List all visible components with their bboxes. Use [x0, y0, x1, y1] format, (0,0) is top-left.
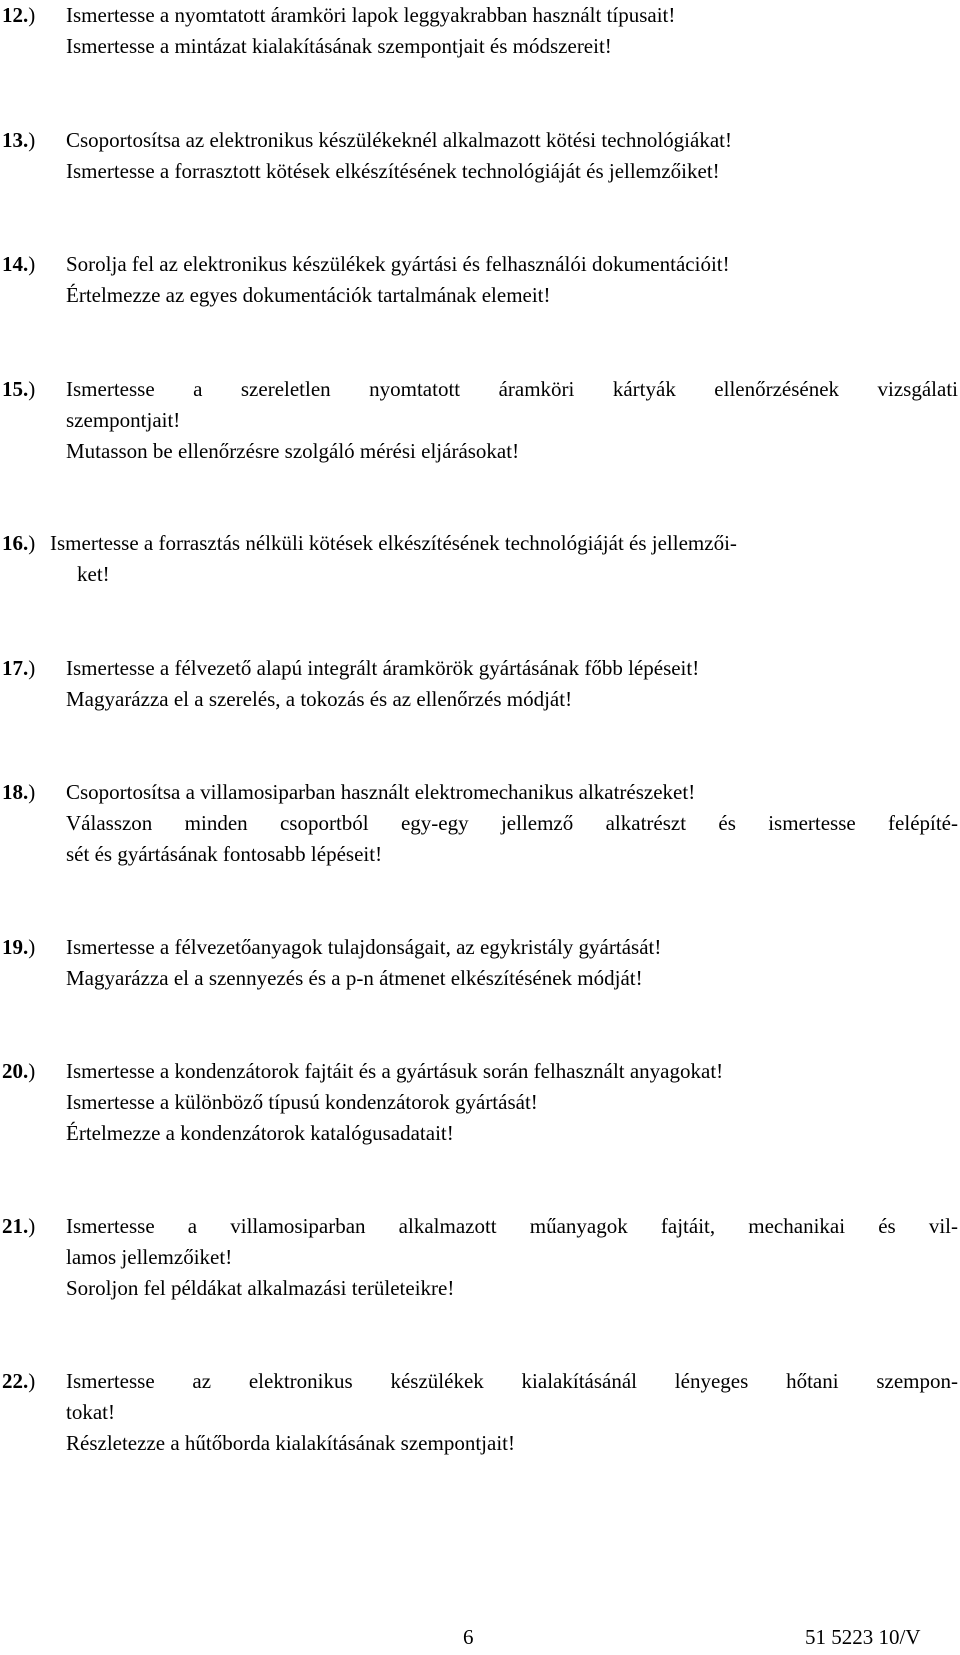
- question-text-line: Ismertesse a félvezetőanyagok tulajdonságait, az egykristály gyártását!: [66, 935, 662, 959]
- question-text-line: lamos jellemzőiket!: [66, 1245, 233, 1269]
- question-number: 21.): [2, 1214, 36, 1238]
- question-number: 22.): [2, 1369, 36, 1393]
- question-text-line: Válasszon minden csoportból egy-egy jellemző alkatrészt és ismertesse felépíté-: [66, 811, 958, 835]
- question-number: 15.): [2, 377, 36, 401]
- question-text-line: ket!: [77, 562, 110, 586]
- question-text-line: Ismertesse a nyomtatott áramköri lapok leggyakrabban használt típusait!: [66, 3, 676, 27]
- question-text-line: Ismertesse a különböző típusú kondenzátorok gyártását!: [66, 1090, 538, 1114]
- question-text-line: Ismertesse a kondenzátorok fajtáit és a gyártásuk során felhasznált anyagokat!: [66, 1059, 724, 1083]
- question-number: 17.): [2, 656, 36, 680]
- question-text-line: szempontjait!: [66, 408, 181, 432]
- question-text-line: tokat!: [66, 1400, 115, 1424]
- question-text-line: Ismertesse a forrasztott kötések elkészítésének technológiáját és jellemzőiket!: [66, 159, 720, 183]
- question-text-line: Értelmezze az egyes dokumentációk tartalmának elemeit!: [66, 283, 551, 307]
- question-text-line: Ismertesse a félvezető alapú integrált áramkörök gyártásának főbb lépéseit!: [66, 656, 700, 680]
- question-number: 12.): [2, 3, 36, 27]
- question-number: 16.): [2, 531, 36, 555]
- question-text-line: Ismertesse a szereletlen nyomtatott áramköri kártyák ellenőrzésének vizsgálati: [66, 377, 958, 401]
- question-text-line: Mutasson be ellenőrzésre szolgáló mérési eljárásokat!: [66, 439, 520, 463]
- question-text-line: Magyarázza el a szerelés, a tokozás és az ellenőrzés módját!: [66, 687, 573, 711]
- question-text-line: Ismertesse az elektronikus készülékek kialakításánál lényeges hőtani szempon-: [66, 1369, 958, 1393]
- question-text-line: Ismertesse a mintázat kialakításának szempontjait és módszereit!: [66, 34, 612, 58]
- question-number: 19.): [2, 935, 36, 959]
- question-text-line: Magyarázza el a szennyezés és a p-n átmenet elkészítésének módját!: [66, 966, 643, 990]
- question-text-line: Részletezze a hűtőborda kialakításának szempontjait!: [66, 1431, 515, 1455]
- question-text-line: Csoportosítsa az elektronikus készülékeknél alkalmazott kötési technológiákat!: [66, 128, 732, 152]
- question-text-line: Soroljon fel példákat alkalmazási területeikre!: [66, 1276, 455, 1300]
- question-number: 13.): [2, 128, 36, 152]
- question-text-line: Ismertesse a villamosiparban alkalmazott műanyagok fajtáit, mechanikai és vil-: [66, 1214, 958, 1238]
- question-text-line: Csoportosítsa a villamosiparban használt elektromechanikus alkatrészeket!: [66, 780, 696, 804]
- footer-page-number: 6: [463, 1625, 474, 1649]
- question-text-line: Ismertesse a forrasztás nélküli kötések elkészítésének technológiáját és jellemzői-: [50, 531, 737, 555]
- question-number: 14.): [2, 252, 36, 276]
- question-text-line: Sorolja fel az elektronikus készülékek gyártási és felhasználói dokumentációit!: [66, 252, 730, 276]
- footer-document-code: 51 5223 10/V: [805, 1625, 921, 1649]
- question-text-line: Értelmezze a kondenzátorok katalógusadatait!: [66, 1121, 454, 1145]
- question-number: 18.): [2, 780, 36, 804]
- question-number: 20.): [2, 1059, 36, 1083]
- question-text-line: sét és gyártásának fontosabb lépéseit!: [66, 842, 383, 866]
